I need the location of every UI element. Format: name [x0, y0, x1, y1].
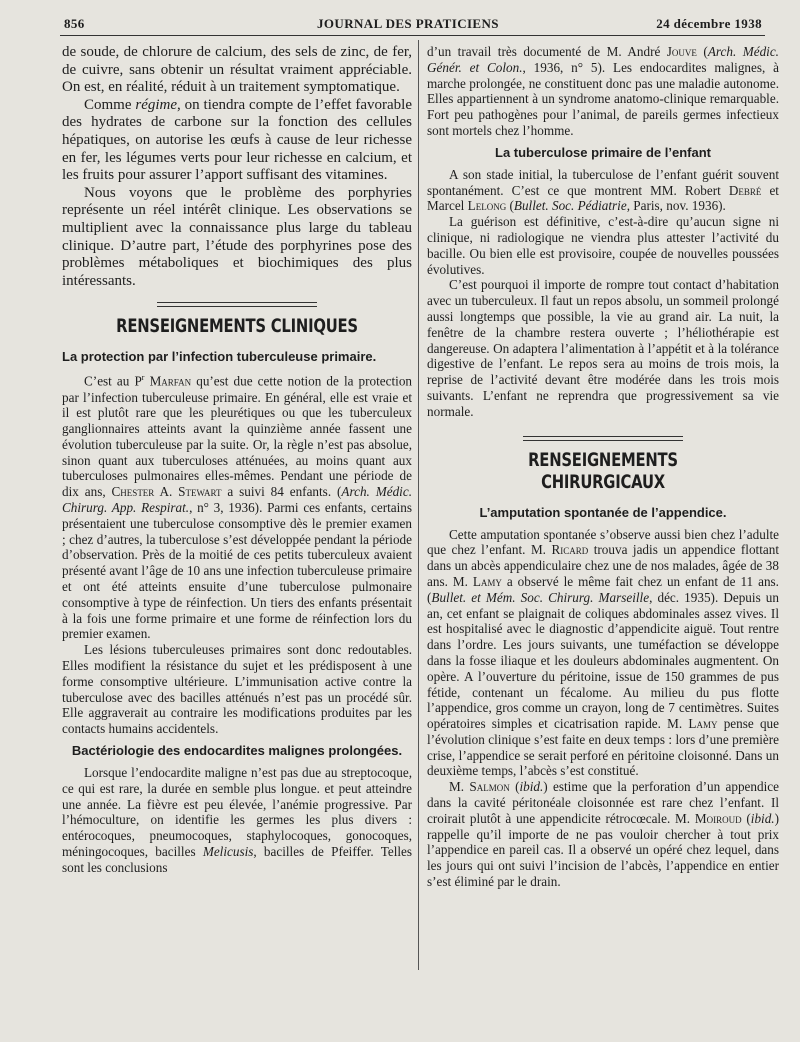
page-header	[62, 14, 762, 36]
right-column	[427, 44, 779, 890]
subheading: L’amputation spontanée de l’appendice.	[479, 504, 727, 520]
paragraph: Cette amputation spontanée s’observe aussi bien chez l’adulte que chez l’enfant. M. Ricard trouva jadis un appendice flottant dans un abcès appendiculaire chez une de nos malades, âgée de 38 ans. M. Lamy a observé le même fait chez un enfant de 11 ans. (Bullet. et Mém. Soc. Chirurg. Marseille, déc. 1935). Depuis un an, cet enfant se plaignait de coliques abdominales assez vives. Il est hospitalisé avec le diagnostic d’appendicite aiguë. Tout rentre dans l’ordre. Les jours suivants, une tuméfaction se développe dans la fosse iliaque et les douleurs abdominales augmentent. On opère. A l’ouverture du péritoine, issue de 150 grammes de pus fétide, contenant un fécalome. Au milieu du pus flotte l’appendice, gros comme un crayon, long de 7 centimètres. Suites opératoires simples et cicatrisation rapide. M. Lamy pense que l’évolution clinique s’est faite en deux temps : lors d’une première crise, l’appendice se serait perforé en péritoine cloisonné. Dans un deuxième temps, l’abcès s’est constitué.	[427, 526, 779, 779]
journal-title: JOURNAL DES PRATICIENS	[317, 16, 499, 31]
left-column	[62, 44, 412, 876]
paragraph: C’est au $P^r$ Marfan qu’est due cette notion de la protection par l’infection tuberculeuse primaire. En général, elle est vraie et il est plutôt rare que les pleurétiques ou que les tuberculeux ganglionnaires atteints avant la quinzième année fassent une évolution tuberculeuse par la suite. Or, la règle n’est pas absolue, sinon quant aux tuberculoses atténuées, au moins quant aux tuberculoses pulmonaires elles-mêmes. Pendant une période de dix ans, Chester A. Stewart a suivi 84 enfants. (Arch. Médic. Chirurg. App. Respirat., n° 3, 1936). Parmi ces enfants, certains présentaient une tuberculose consomptive dès le premier examen ; chez d’autres, la tuberculose s’est développée pendant la période d’observation. Près de la moitié de ces petits tuberculeux avaient présenté avant l’âge de 10 ans une infection tuberculeuse primaire et ont été atteints ensuite d’une tuberculose pulmonaire consomptive à type de réinfection. Un tiers des enfants présentait à la fois une forme primaire et une forme de réinfection lors du premier examen.	[62, 373, 413, 642]
paragraph: Lorsque l’endocardite maligne n’est pas due au streptocoque, ce qui est rare, la durée en semble plus longue. et peut atteindre une année. La fièvre est peu élevée, l’anémie progressive. Par l’hémoculture, on identifie les germes les plus divers : entérocoques, pneumocoques, staphylocoques, gonocoques, méningocoques, bacilles Melicusis, bacilles de Pfeiffer. Telles sont les conclusions	[62, 765, 413, 875]
section-title-surgical: RENSEIGNEMENTS CHIRURGICAUX	[528, 448, 678, 493]
subheading: Bactériologie des endocardites malignes prolongées.	[71, 743, 403, 759]
paragraph: C’est pourquoi il importe de rompre tout contact d’habitation avec un tuberculeux. Il faut un repos absolu, un sommeil prolongé aussi longtemps que possible, la vie au grand air. La nuit, la fenêtre de la chambre restera ouverte ; l’héliothérapie est dangereuse. On adaptera l’alimentation à l’appétit et à la tolérance digestive de l’enfant. Le repos sera au moins de trois mois, la reprise de l’activité devant être modérée dans les trois mois suivants. L’enfant ne reprendra que progressivement sa vie normale.	[427, 277, 779, 419]
paragraph: M. Salmon (ibid.) estime que la perforation d’un appendice dans la cavité péritonéale cloisonnée est rare chez l’enfant. Il croirait plutôt à une appendicite rétrocœcale. M. Moiroud (ibid.) rappelle qu’il importe de ne pas vouloir chercher à tout prix l’appendice en pareil cas. Il a observé un opéré chez lequel, dans les jours qui ont suivi l’incision de l’abcès, l’appendice en entier s’est éliminé par le drain.	[427, 779, 779, 890]
subheading: La tuberculose primaire de l’enfant	[495, 144, 711, 160]
paragraph: Comme régime, on tiendra compte de l’effet favorable des hydrates de carbone sur la fonction des cellules hépatiques, on autorise les œufs à cause de leur richesse en fer, les légumes verts pour leur richesse en calcium, et les fruits pour assurer l’apport suffisant des vitamines.	[62, 96, 412, 184]
paragraph: d’un travail très documenté de M. André Jouve (Arch. Médic. Génér. et Colon., 1936, n° 5). Les endocardites malignes, à marche prolongée, ne constituent donc pas une maladie autonome. Elles appartiennent à un syndrome anatomo-clinique remarquable. Fort peu pathogènes pour l’animal, de pareils germes infectieux sont mortels chez l’homme.	[427, 44, 779, 138]
paragraph: A son stade initial, la tuberculose de l’enfant guérit souvent spontanément. C’est ce que montrent MM. Robert Debré et Marcel Lelong (Bullet. Soc. Pédiatrie, Paris, nov. 1936).	[427, 166, 779, 214]
paragraph: La guérison est définitive, c’est-à-dire qu’aucun signe ni clinique, ni radiologique ne viendra plus attester l’activité du bacille. Ou bien elle est provisoire, coupée de nouvelles poussées évolutives.	[427, 214, 779, 277]
page-number: 856	[64, 16, 85, 31]
paragraph: Nous voyons que le problème des porphyries représente un réel intérêt clinique. Les observations se multiplient avec la connaissance plus large du tableau clinique. D’autre part, l’étude des porphyrines pose des problèmes métaboliques et biochimiques des plus intéressants.	[62, 184, 412, 289]
header-rule	[60, 35, 765, 36]
section-title-clinical: RENSEIGNEMENTS CLINIQUES	[116, 315, 358, 338]
issue-date: 24 décembre 1938	[656, 16, 762, 31]
paragraph: de soude, de chlorure de calcium, des sels de zinc, de fer, de cuivre, sans obtenir un résultat vraiment appréciable. On est, en réalité, réduit à un traitement symptomatique.	[62, 44, 412, 96]
column-divider	[418, 40, 419, 970]
paragraph: Les lésions tuberculeuses primaires sont donc redoutables. Elles modifient la résistance du sujet et les prédisposent à une forme consomptive ultérieure. L’immunisation active contre la tuberculose avec des bacilles atténués n’est pas un procédé sûr. Elle aggraverait au contraire les modifications produites par les contacts humains accidentels.	[62, 642, 412, 737]
subheading: La protection par l’infection tuberculeuse primaire.	[62, 349, 377, 365]
